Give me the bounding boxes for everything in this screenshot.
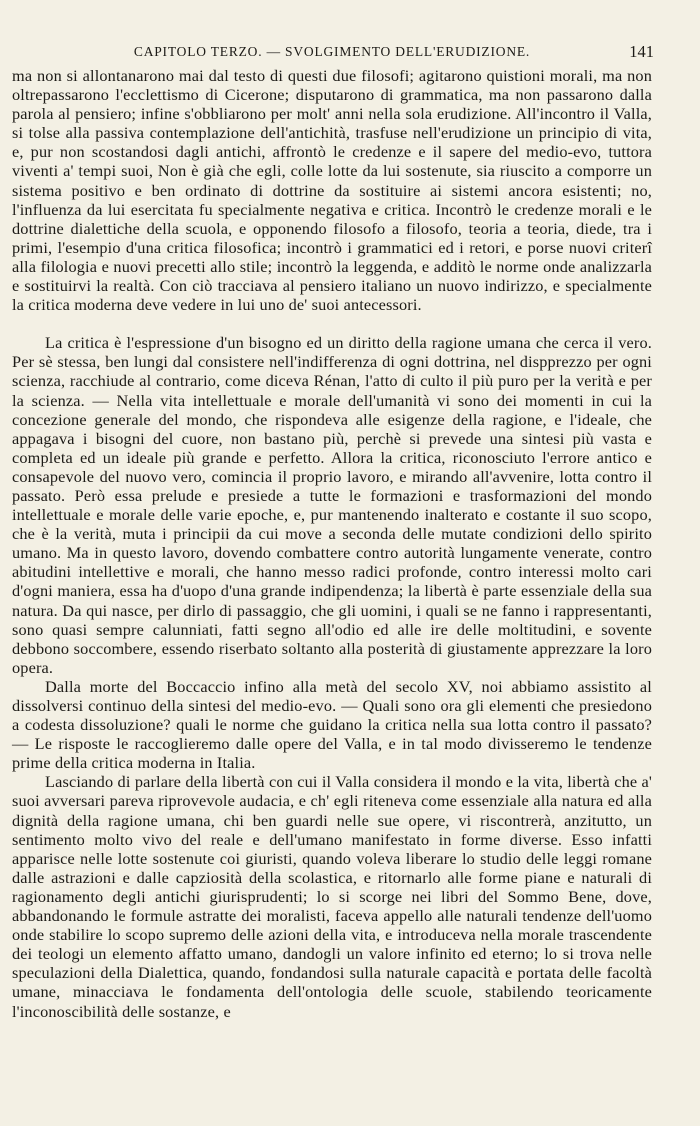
running-head: CAPITOLO TERZO. — SVOLGIMENTO DELL'ERUDIZIONE.: [133, 44, 531, 59]
page-body: [12, 66, 652, 1021]
paragraph-continuation: ma non si allontanarono mai dal testo di questi due filosofi; agitarono quistioni morali, ma non oltrepassarono l'ecclettismo di Cicerone; disputarono di grammatica, ma non passarono dalla parola al pensiero; infine s'obbliarono per molt' anni nella sola erudizione. All'incontro il Valla, si tolse alla passiva contemplazione dell'antichità, trasfuse nell'erudizione un principio di vita, e, pur non scostandosi dagli antichi, affrontò le credenze e il sapere del medio-evo, tuttora viventi a' tempi suoi, Non è già che egli, colle lotte da lui sostenute, sia riuscito a comporre un sistema positivo e ben ordinato di dottrine da sostituire ai sistemi ancora esistenti; no, l'influenza da lui esercitata fu specialmente negativa e critica. Incontrò le credenze morali e le dottrine dialettiche della scuola, e opponendo filosofo a filosofo, teoria a teoria, diede, tra i primi, l'esempio d'una critica filosofica; incontrò i grammatici ed i retori, e porse nuovi criterî alla filologia e nuovi precetti allo stile; incontrò la leggenda, e additò le norme onde analizzarla e sostituirvi la realtà. Con ciò tracciava al pensiero italiano un nuovo indirizzo, e specialmente la critica moderna deve vedere in lui uno de' suoi antecessori.: [12, 66, 652, 315]
paragraph-liberta: Lasciando di parlare della libertà con cui il Valla considera il mondo e la vita, libertà che a' suoi avversari pareva riprovevole audacia, e ch' egli riteneva come essenziale alla natura ed alla dignità della ragione umana, chi ben guardi nelle sue opere, vi riscontrerà, anzitutto, un sentimento molto vivo del reale e dell'umano manifestato in forme diverse. Esso infatti apparisce nelle lotte sostenute coi giuristi, quando voleva liberare lo studio delle leggi romane dalle astrazioni e dalle capziosità della scolastica, e ritornarlo alle forme piane e naturali di ragionamento degli antichi giurisprudenti; lo si scorge nei libri del Sommo Bene, dove, abbandonando le formule astratte dei moralisti, faceva appello alle naturali tendenze dell'uomo onde stabilire lo scopo supremo delle azioni della vita, e introduceva nella morale trascendente dei teologi un elemento affatto umano, dandogli un valore infinito ed eterno; lo si trova nelle speculazioni della Dialettica, quando, fondandosi sulla naturale capacità e portata delle facoltà umane, minacciava le fondamenta dell'ontologia delle scuole, stabilendo teoricamente l'inconoscibilità delle sostanze, e: [12, 772, 652, 1021]
paragraph-boccaccio: Dalla morte del Boccaccio infino alla metà del secolo XV, noi abbiamo assistito al dissolversi continuo della sintesi del medio-evo. — Quali sono ora gli elementi che presiedono a codesta dissoluzione? quali le norme che guidano la critica nella sua lotta contro il passato? — Le risposte le raccoglieremo dalle opere del Valla, e in tal modo divisseremo le tendenze prime della critica moderna in Italia.: [12, 676, 652, 773]
paragraph-critica: La critica è l'espressione d'un bisogno ed un diritto della ragione umana che cerca il vero. Per sè stessa, ben lungi dal consistere nell'indifferenza di ogni dottrina, nel dispprezzo per ogni scienza, racchiude al contrario, come diceva Rénan, l'atto di culto il più puro per la verità e per la scienza. — Nella vita intellettuale e morale dell'umanità vi sono dei momenti in cui la concezione generale del mondo, che rispondeva alle esigenze della ragione, e l'ideale, che appagava i bisogni del cuore, non bastano più, perchè si prevede una sintesi più vasta e completa ed un ideale più grande e perfetto. Allora la critica, riconosciuto l'errore antico e consapevole del nuovo vero, comincia il proprio lavoro, e mirando all'avvenire, lotta contro il passato. Però essa prelude e presiede a tutte le formazioni e trasformazioni del mondo intellettuale e morale delle varie epoche, e, pur mantenendo inalterato e costante il suo scopo, che è la verità, muta i principii da cui move a seconda delle mutate condizioni dello spirito umano. Ma in questo lavoro, dovendo combattere contro autorità lungamente venerate, contro abitudini intellettive e morali, che hanno messo radici profonde, contro interessi molto cari d'ogni maniera, essa ha d'uopo d'una grande indipendenza; la libertà è parte essenziale della sua natura. Da qui nasce, per dirlo di passaggio, che gli uomini, i quali se ne fanno i rappresentanti, sono quasi sempre calunniati, fatti segno all'odio ed alle ire delle moltitudini, e sovente debbono soccombere, essendo riserbato soltanto alla posterità di giustamente apprezzare la loro opera.: [12, 333, 652, 677]
page-number: 141: [629, 42, 654, 61]
